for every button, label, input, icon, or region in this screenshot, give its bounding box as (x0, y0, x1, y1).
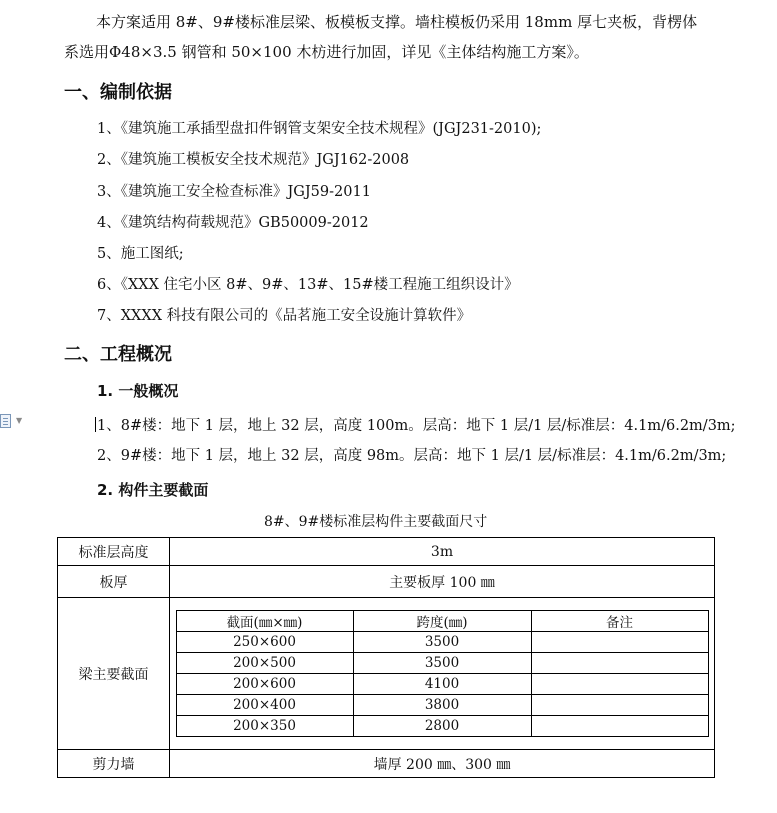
table-row (176, 632, 708, 653)
wall-value: 墙厚 200 ㎜、300 ㎜ (170, 750, 715, 778)
intro-line-1: 本方案适用 8#、9#楼标准层梁、板模板支撑。墙柱模板仍采用 18mm 厚七夹板，背楞体 (96, 13, 698, 31)
intro-line-2: 系选用Φ48×3.5 钢管和 50×100 木枋进行加固，详见《主体结构施工方案》。 (64, 43, 589, 61)
beam-header-section: 截面(㎜×㎜) (176, 611, 353, 632)
table-row (176, 674, 708, 695)
beam-note-cell (531, 653, 708, 674)
beam-section-cell: 200×500 (176, 653, 353, 674)
beam-span-cell: 2800 (353, 716, 531, 737)
table-row (58, 598, 715, 750)
beam-header-row (176, 611, 708, 632)
subsection-general-heading: 1. 一般概况 (97, 382, 179, 400)
beam-cell (170, 598, 715, 750)
overview-line-1-first: 1 (97, 418, 107, 434)
table-row (176, 716, 708, 737)
table-row (58, 566, 715, 598)
beam-section-cell: 250×600 (176, 632, 353, 653)
basis-item-6: 6、《XXX 住宅小区 8#、9#、13#、15#楼工程施工组织设计》 (97, 277, 519, 293)
floor-height-label: 标准层高度 (58, 538, 170, 566)
overview-line-1 (95, 414, 736, 435)
section-2-heading: 二、工程概况 (64, 344, 172, 365)
beam-note-cell (531, 632, 708, 653)
table-row (176, 653, 708, 674)
beam-header-span: 跨度(㎜) (353, 611, 531, 632)
overview-line-1-rest: 、8#楼：地下 1 层，地上 32 层，高度 100m。层高：地下 1 层/1 层/标准层：4.1m/6.2m/3m; (106, 418, 736, 434)
wall-label: 剪力墙 (58, 750, 170, 778)
beam-note-cell (531, 695, 708, 716)
beam-note-cell (531, 716, 708, 737)
basis-item-3: 3、《建筑施工安全检查标准》JGJ59-2011 (97, 184, 371, 200)
text-cursor (95, 417, 96, 432)
beam-section-cell: 200×350 (176, 716, 353, 737)
table-row (58, 750, 715, 778)
overview-line-2: 2、9#楼：地下 1 层，地上 32 层，高度 98m。层高：地下 1 层/1 层/标准层：4.1m/6.2m/3m; (97, 448, 727, 464)
beam-sections-table (176, 610, 709, 737)
basis-item-4: 4、《建筑结构荷载规范》GB50009-2012 (97, 215, 369, 231)
beam-label: 梁主要截面 (58, 598, 170, 750)
paragraph-options-icon[interactable] (0, 414, 23, 428)
beam-note-cell (531, 674, 708, 695)
beam-span-cell: 3500 (353, 632, 531, 653)
section-1-heading: 一、编制依据 (64, 82, 172, 103)
beam-section-cell: 200×400 (176, 695, 353, 716)
table-row (58, 538, 715, 566)
basis-item-2: 2、《建筑施工模板安全技术规范》JGJ162-2008 (97, 152, 410, 168)
document-icon (0, 414, 11, 428)
slab-label: 板厚 (58, 566, 170, 598)
subsection-sections-heading: 2. 构件主要截面 (97, 481, 209, 499)
basis-item-7: 7、XXXX 科技有限公司的《品茗施工安全设施计算软件》 (97, 308, 472, 324)
beam-section-cell: 200×600 (176, 674, 353, 695)
beam-header-note: 备注 (531, 611, 708, 632)
beam-span-cell: 3500 (353, 653, 531, 674)
slab-value: 主要板厚 100 ㎜ (170, 566, 715, 598)
chevron-down-icon: ▼ (16, 416, 23, 425)
basis-item-5: 5、施工图纸; (97, 246, 184, 262)
beam-span-cell: 4100 (353, 674, 531, 695)
basis-item-1: 1、《建筑施工承插型盘扣件钢管支架安全技术规程》(JGJ231-2010); (97, 121, 542, 137)
floor-height-value: 3m (170, 538, 715, 566)
table-caption: 8#、9#楼标准层构件主要截面尺寸 (264, 514, 488, 530)
table-row (176, 695, 708, 716)
sections-table (57, 537, 715, 778)
beam-span-cell: 3800 (353, 695, 531, 716)
